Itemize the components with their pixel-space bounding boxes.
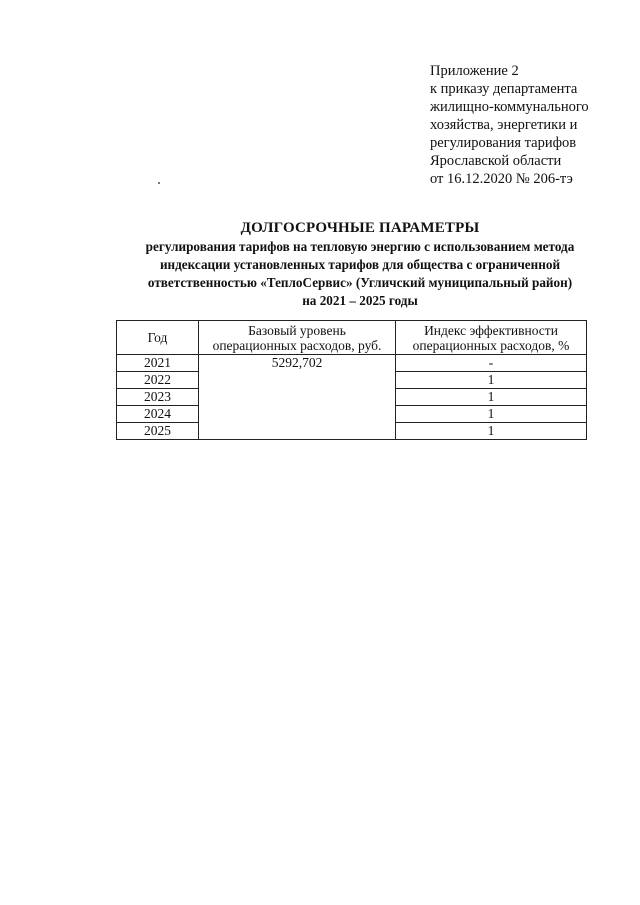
base-level-cell: 5292,702 <box>199 355 396 440</box>
title-line: на 2021 – 2025 годы <box>302 293 418 308</box>
header-base-level <box>199 321 396 355</box>
index-cell: 1 <box>396 423 587 440</box>
appendix-line: жилищно-коммунального <box>430 99 589 115</box>
header-base-line: операционных расходов, руб. <box>212 337 382 353</box>
year-cell: 2024 <box>117 406 199 423</box>
scan-speck <box>158 182 160 184</box>
appendix-line: регулирования тарифов <box>430 135 577 151</box>
header-base-line: Базовый уровень <box>248 322 346 338</box>
year-cell: 2023 <box>117 389 199 406</box>
appendix-line: Ярославской области <box>430 153 562 169</box>
table-header-row <box>117 321 587 355</box>
table-row <box>117 355 587 372</box>
header-index-line: операционных расходов, % <box>412 337 570 353</box>
appendix-block <box>430 62 635 188</box>
title-line: индексации установленных тарифов для общества с ограниченной <box>159 257 561 272</box>
title-main: ДОЛГОСРОЧНЫЕ ПАРАМЕТРЫ <box>240 220 480 236</box>
title-line: регулирования тарифов на тепловую энергию с использованием метода <box>145 239 575 254</box>
year-cell: 2021 <box>117 355 199 372</box>
appendix-line: от 16.12.2020 № 206-тэ <box>430 171 573 187</box>
index-cell: - <box>396 355 587 372</box>
index-cell: 1 <box>396 389 587 406</box>
year-cell: 2025 <box>117 423 199 440</box>
header-efficiency-index <box>396 321 587 355</box>
parameters-table <box>116 320 587 440</box>
appendix-line: Приложение 2 <box>430 63 519 79</box>
index-cell: 1 <box>396 406 587 423</box>
document-title <box>100 218 620 310</box>
year-cell: 2022 <box>117 372 199 389</box>
index-cell: 1 <box>396 372 587 389</box>
appendix-line: хозяйства, энергетики и <box>430 117 578 133</box>
appendix-line: к приказу департамента <box>430 81 578 97</box>
header-year: Год <box>117 321 199 355</box>
header-index-line: Индекс эффективности <box>424 322 558 338</box>
title-line: ответственностью «ТеплоСервис» (Угличский муниципальный район) <box>147 275 573 290</box>
